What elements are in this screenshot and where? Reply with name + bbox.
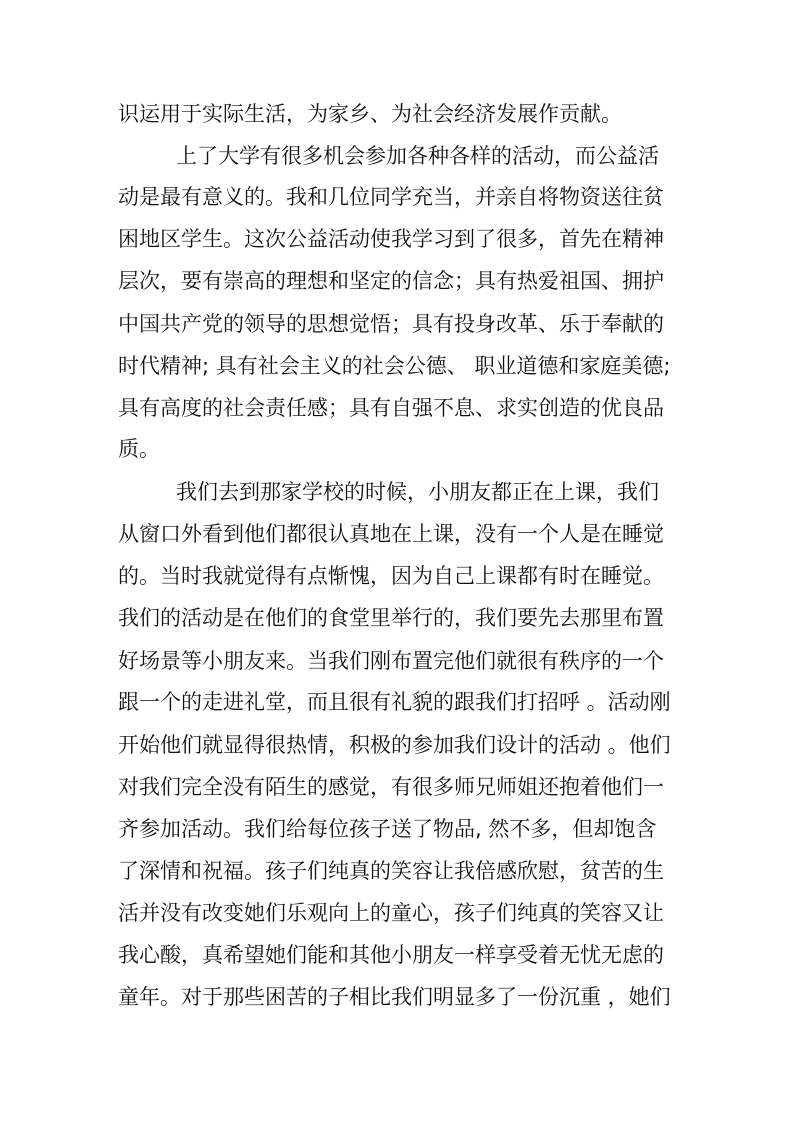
text-line-2: 上了大学有很多机会参加各种各样的活动，而公益活 <box>176 144 659 168</box>
text-line-22: 童年。对于那些困苦的子相比我们明显多了一份沉重 ，她们 <box>118 985 671 1009</box>
text-line-5: 层次，要有崇高的理想和坚定的信念；具有热爱祖国、拥护 <box>118 269 664 293</box>
text-line-8: 具有高度的社会责任感；具有自强不息、求实创造的优良品 <box>118 396 664 420</box>
text-line-16: 开始他们就显得很热情，积极的参加我们设计的活动 。他们 <box>118 733 671 757</box>
text-line-15: 跟一个的走进礼堂，而且很有礼貌的跟我们打招呼 。活动刚 <box>118 690 671 714</box>
text-line-10: 我们去到那家学校的时候，小朋友都正在上课，我们 <box>176 480 659 504</box>
text-line-20: 活并没有改变她们乐观向上的童心，孩子们纯真的笑容又让 <box>118 901 664 925</box>
text-line-6: 中国共产党的领导的思想觉悟；具有投身改革、乐于奉献的 <box>118 312 664 336</box>
text-line-14: 好场景等小朋友来。当我们刚布置完他们就很有秩序的一个 <box>118 649 664 673</box>
text-line-13: 我们的活动是在他们的食堂里举行的，我们要先去那里布置 <box>118 606 664 630</box>
text-line-9: 质。 <box>118 437 160 461</box>
text-line-1: 识运用于实际生活，为家乡、为社会经济发展作贡献。 <box>118 102 622 126</box>
text-line-17: 对我们完全没有陌生的感觉，有很多师兄师姐还抱着他们一 <box>118 775 664 799</box>
text-line-4: 困地区学生。这次公益活动使我学习到了很多，首先在精神 <box>118 227 664 251</box>
text-line-12: 的。当时我就觉得有点惭愧，因为自己上课都有时在睡觉。 <box>118 564 664 588</box>
text-line-11: 从窗口外看到他们都很认真地在上课，没有一个人是在睡觉 <box>118 522 664 546</box>
text-line-21: 我心酸，真希望她们能和其他小朋友一样享受着无忧无虑的 <box>118 943 664 967</box>
text-line-3: 动是最有意义的。我和几位同学充当，并亲自将物资送往贫 <box>118 185 664 209</box>
text-line-19: 了深情和祝福。孩子们纯真的笑容让我倍感欣慰，贫苦的生 <box>118 859 664 883</box>
text-line-7: 时代精神; 具有社会主义的社会公德、 职业道德和家庭美德; <box>118 354 671 378</box>
text-line-18: 齐参加活动。我们给每位孩子送了物品, 然不多，但却饱含 <box>118 817 657 841</box>
